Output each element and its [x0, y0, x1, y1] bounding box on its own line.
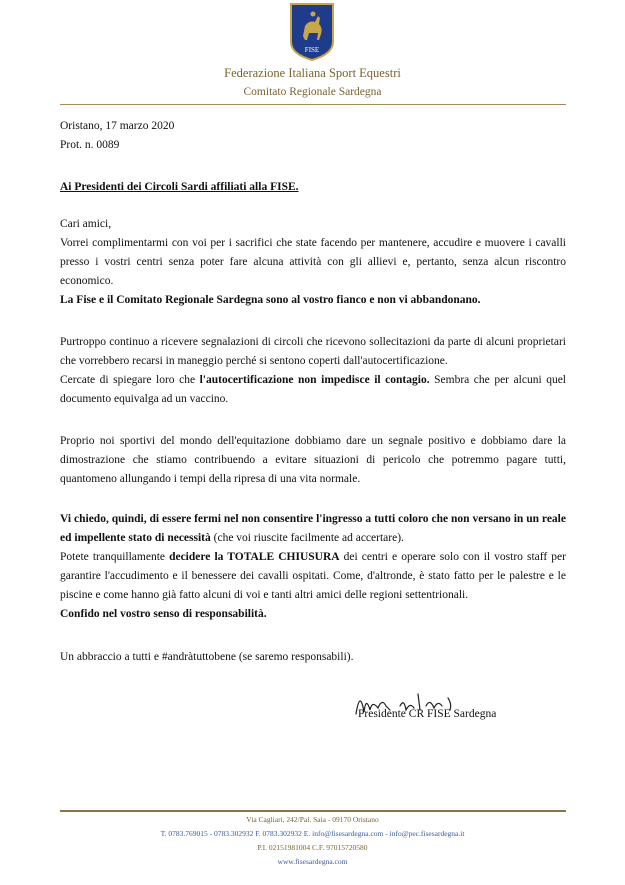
paragraph-1-bold: La Fise e il Comitato Regionale Sardegna sono al vostro fianco e non vi abbandonano. [60, 294, 481, 306]
addressee: Ai Presidenti dei Circoli Sardi affiliati alla FISE. [60, 181, 299, 193]
p3-text-b: Sembra che per alcuni quel documento equivalga ad un vaccino. [60, 374, 566, 405]
logo-text: FISE [304, 46, 320, 54]
footer-fiscal: P.I. 02151981004 C.F. 97015720580 [257, 843, 368, 852]
p6-bold-1: decidere la [169, 551, 228, 563]
paragraph-6-bold: Confido nel vostro senso di responsabilità. [60, 608, 267, 620]
p3-text-a: Cercate di spiegare loro che [60, 374, 200, 386]
protocol-number: Prot. n. 0089 [60, 139, 120, 151]
org-name: Federazione Italiana Sport Equestri [224, 66, 401, 80]
greeting: Cari amici, [60, 218, 112, 230]
letter-date: Oristano, 17 marzo 2020 [60, 120, 175, 132]
p5-bold: Vi chiedo, quindi, di essere fermi nel non consentire l'ingresso a tutti coloro che non versano in un reale ed impellente stato di necessità [60, 513, 566, 544]
header-divider [60, 104, 566, 105]
signature-title: Presidente CR FISE Sardegna [358, 708, 497, 720]
paragraph-4: Proprio noi sportivi del mondo dell'equitazione dobbiamo dare un segnale positivo e dobbiamo dare la dimostrazione che stiamo contribuendo a evitare situazioni di pericolo che potremmo pagare tutti, quantomeno allungando i tempi della ripresa di una vita normale. [60, 435, 566, 485]
org-subtitle: Comitato Regionale Sardegna [243, 86, 382, 98]
paragraph-3 [60, 371, 566, 409]
footer-address: Via Cagliari, 242/Pal. Saia - 09170 Oristano [246, 815, 379, 824]
paragraph-5 [60, 510, 566, 548]
fise-logo-icon [287, 2, 337, 62]
p6-text-b: dei centri e operare solo con il vostro staff per garantire l'accudimento e il benessere dei cavalli ospitati. Come, d'altronde, è stato fatto per le palestre e le piscine e come hanno già fatto alcuni di voi e tanti altri amici delle regioni settentrionali. [60, 551, 566, 601]
p3-bold: l'autocertificazione non impedisce il contagio. [199, 374, 430, 386]
paragraph-2: Purtroppo continuo a ricevere segnalazioni di circoli che ricevono sollecitazioni da parte di alcuni proprietari che vorrebbero recarsi in maneggio perché si sentono coperti dall'autocertificazione. [60, 336, 566, 367]
footer-website: www.fisesardegna.com [277, 857, 348, 866]
paragraph-6 [60, 548, 566, 605]
footer-contacts: T. 0783.769015 - 0783.302932 F. 0783.302932 E. info@fisesardegna.com - info@pec.fisesardegna.it [160, 829, 465, 838]
paragraph-1: Vorrei complimentarmi con voi per i sacrifici che state facendo per mantenere, accudire e muovere i cavalli presso i vostri centri senza poter fare alcuna attività con gli allievi e, pertanto, senza alcun riscontro economico. [60, 237, 566, 287]
footer-divider [60, 810, 566, 812]
closing: Un abbraccio a tutti e #andràtuttobene (se saremo responsabili). [60, 651, 354, 663]
p6-bold-2: TOTALE CHIUSURA [227, 551, 340, 563]
p5-rest: (che voi riuscite facilmente ad accertare). [210, 532, 404, 544]
p6-text-a: Potete tranquillamente [60, 551, 170, 563]
